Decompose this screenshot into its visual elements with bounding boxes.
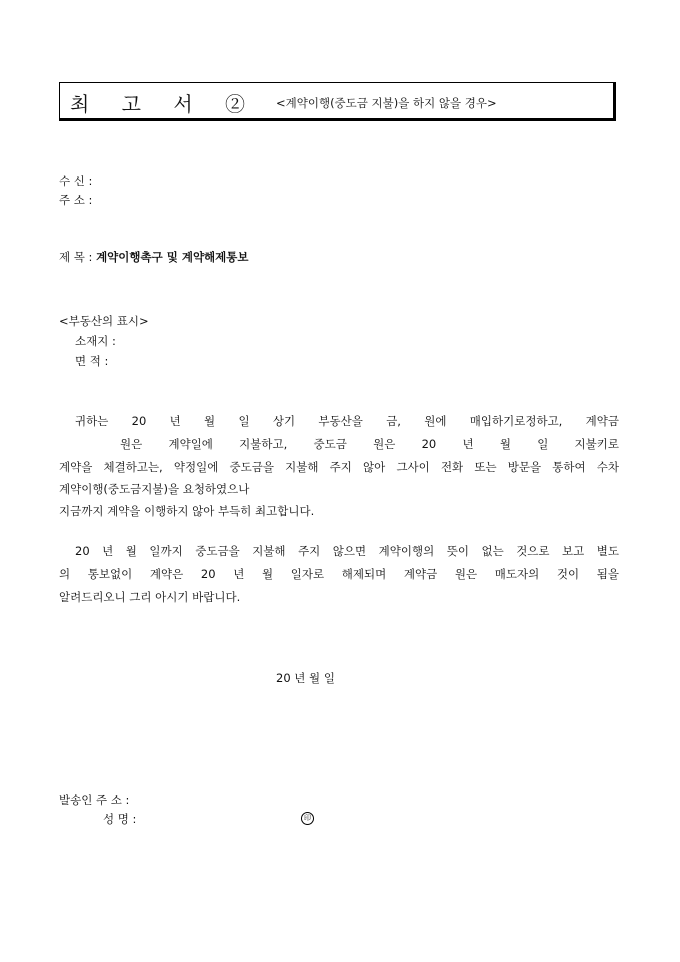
subject-label: 제 목 : <box>59 250 93 264</box>
property-heading: <부동산의 표시> <box>59 314 149 328</box>
title-box <box>59 82 616 121</box>
recipient-address-label: 주 소 : <box>59 193 93 207</box>
body-paragraph-2-line-1: 20 년 월 일까지 중도금을 지불해 주지 않으면 계약이행의 뜻이 없는 것으로 보고 별도 <box>75 544 619 558</box>
document-subtitle: <계약이행(중도금 지불)을 하지 않을 경우> <box>276 96 497 110</box>
subject-text: 계약이행촉구 및 계약해제통보 <box>96 250 249 264</box>
sender-address-label: 발송인 주 소 : <box>59 793 130 807</box>
body-paragraph-1-line-2: 원은 계약일에 지불하고, 중도금 원은 20 년 월 일 지불키로 <box>120 437 619 451</box>
body-paragraph-1-line-1: 귀하는 20 년 월 일 상기 부동산을 금, 원에 매입하기로정하고, 계약금 <box>75 414 619 428</box>
body-paragraph-2-line-3: 알려드리오니 그리 아시기 바랍니다. <box>59 590 241 604</box>
body-paragraph-2-line-2: 의 통보없이 계약은 20 년 월 일자로 해제되며 계약금 원은 매도자의 것이 됨을 <box>59 567 619 581</box>
sender-name-label: 성 명 : <box>103 812 137 826</box>
date-line: 20 년 월 일 <box>276 671 335 685</box>
body-paragraph-1-line-5: 지금까지 계약을 이행하지 않아 부득히 최고합니다. <box>59 504 315 518</box>
property-area-label: 면 적 : <box>75 354 109 368</box>
recipient-to-label: 수 신 : <box>59 174 93 188</box>
body-paragraph-1-line-3: 계약을 체결하고는, 약정일에 중도금을 지불해 주지 않아 그사이 전화 또는 방문을 통하여 수차 <box>59 460 619 474</box>
property-location-label: 소재지 : <box>75 334 116 348</box>
body-paragraph-1-line-4: 계약이행(중도금지불)을 요청하였으나 <box>59 482 250 496</box>
subject-line <box>59 249 249 265</box>
seal-icon: 印 <box>301 811 314 825</box>
document-title: 최 고 서 ② <box>70 92 259 116</box>
